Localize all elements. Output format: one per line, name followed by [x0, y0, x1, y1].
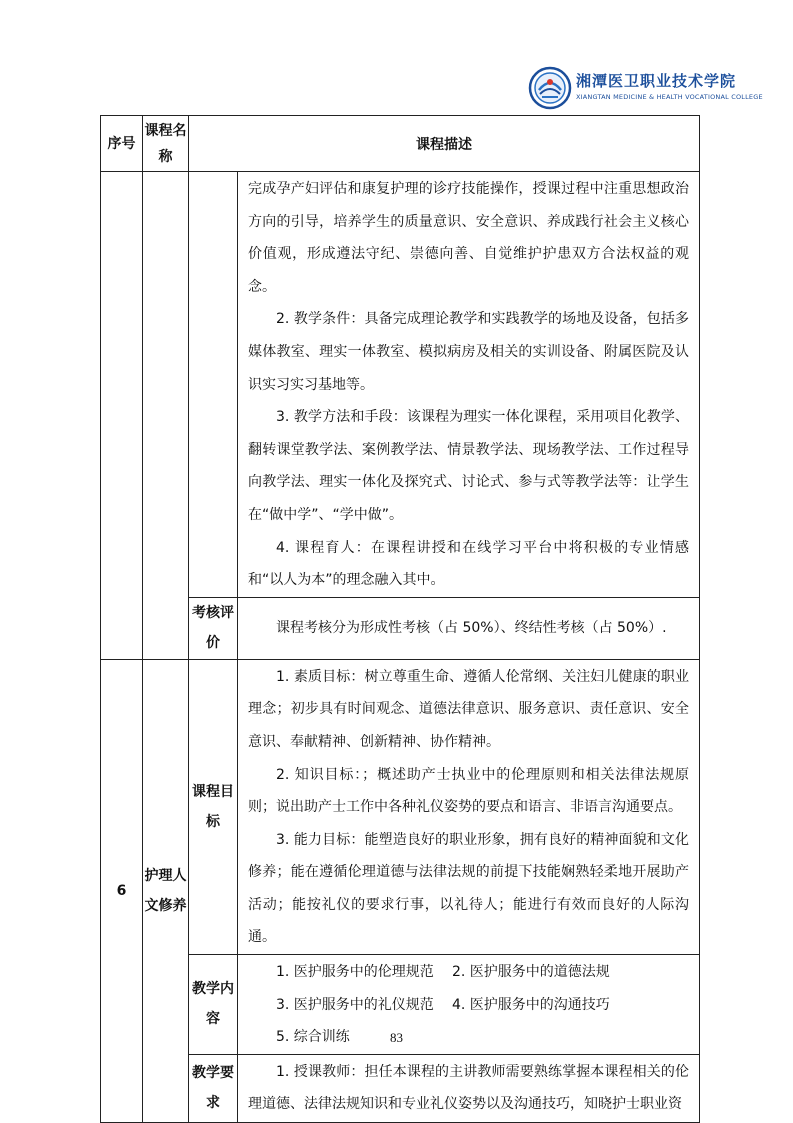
prev-conditions: 2. 教学条件：具备完成理论教学和实践教学的场地及设备，包括多媒体教室、理实一体教室、模拟病房及相关的实训设备、附属医院及认识实习实习基地等。 [248, 311, 689, 393]
logo-english-name: XIANGTAN MEDICINE & HEALTH VOCATIONAL COLLEGE [576, 93, 763, 101]
course6-index: 6 [101, 659, 143, 1122]
page-number: 83 [390, 1030, 403, 1045]
prev-desc-continue: 完成孕产妇评估和康复护理的诊疗技能操作，授课过程中注重思想政治方向的引导，培养学生的质量意识、安全意识、养成践行社会主义核心价值观，形成遵法守纪、崇德向善、自觉维护护患双方合法权益的观念。 [248, 181, 689, 295]
content-item: 2. 医护服务中的道德法规 [452, 964, 610, 981]
header-course-desc: 课程描述 [189, 116, 700, 172]
goal-ability: 3. 能力目标：能塑造良好的职业形象，拥有良好的精神面貌和文化修养；能在遵循伦理道德与法律法规的前提下技能娴熟轻柔地开展助产活动；能按礼仪的要求行事，以礼待人；能进行有效而良好的人际沟通。 [248, 831, 689, 946]
content-item: 4. 医护服务中的沟通技巧 [452, 996, 610, 1013]
prev-index-cell [101, 172, 143, 660]
course6-req-cell [238, 1054, 700, 1122]
course6-goal-cell [238, 659, 700, 954]
course6-goal-label: 课程目标 [189, 659, 238, 954]
header-index: 序号 [101, 116, 143, 172]
req-teacher: 1. 授课教师：担任本课程的主讲教师需要熟练掌握本课程相关的伦理道德、法律法规知识和专业礼仪姿势以及沟通技巧，知晓护士职业资 [248, 1063, 689, 1113]
goal-quality: 1. 素质目标：树立尊重生命、遵循人伦常纲、关注妇儿健康的职业理念；初步具有时间观念、道德法律意识、服务意识、责任意识、安全意识、奉献精神、创新精神、协作精神。 [248, 668, 689, 750]
table-row [101, 659, 700, 954]
prev-subtitle-cell [189, 172, 238, 598]
content-item: 1. 医护服务中的伦理规范 [276, 964, 434, 981]
table-row [101, 1054, 700, 1122]
content-item: 3. 医护服务中的礼仪规范 [276, 996, 434, 1013]
table-row [101, 597, 700, 659]
course6-req-label: 教学要求 [189, 1054, 238, 1122]
table-row [101, 172, 700, 598]
assess-cell [238, 597, 700, 659]
header-course-name: 课程名称 [143, 116, 189, 172]
content-item: 5. 综合训练 [276, 1029, 350, 1046]
prev-name-cell [143, 172, 189, 660]
college-emblem-icon [528, 66, 572, 110]
prev-methods: 3. 教学方法和手段：该课程为理实一体化课程，采用项目化教学、翻转课堂教学法、案例教学法、情景教学法、现场教学法、工作过程导向教学法、理实一体化及探究式、讨论式、参与式等教学法等：让学生在“做中学”、“学中做”。 [248, 409, 689, 523]
curriculum-table [100, 115, 700, 1123]
prev-education: 4. 课程育人：在课程讲授和在线学习平台中将积极的专业情感和“以人为本”的理念融入其中。 [248, 539, 689, 589]
logo-chinese-name: 湘潭医卫职业技术学院 [576, 72, 737, 90]
assess-text: 课程考核分为形成性考核（占 50%）、终结性考核（占 50%）. [276, 620, 667, 637]
goal-knowledge: 2. 知识目标：；概述助产士执业中的伦理原则和相关法律法规原则；说出助产士工作中各种礼仪姿势的要点和语言、非语言沟通要点。 [248, 766, 689, 816]
prev-desc-cell [238, 172, 700, 598]
assess-label: 考核评价 [189, 597, 238, 659]
course6-content-label: 教学内容 [189, 955, 238, 1055]
college-logo [528, 66, 763, 112]
table-header-row [101, 116, 700, 172]
course6-name: 护理人文修养 [143, 659, 189, 1122]
